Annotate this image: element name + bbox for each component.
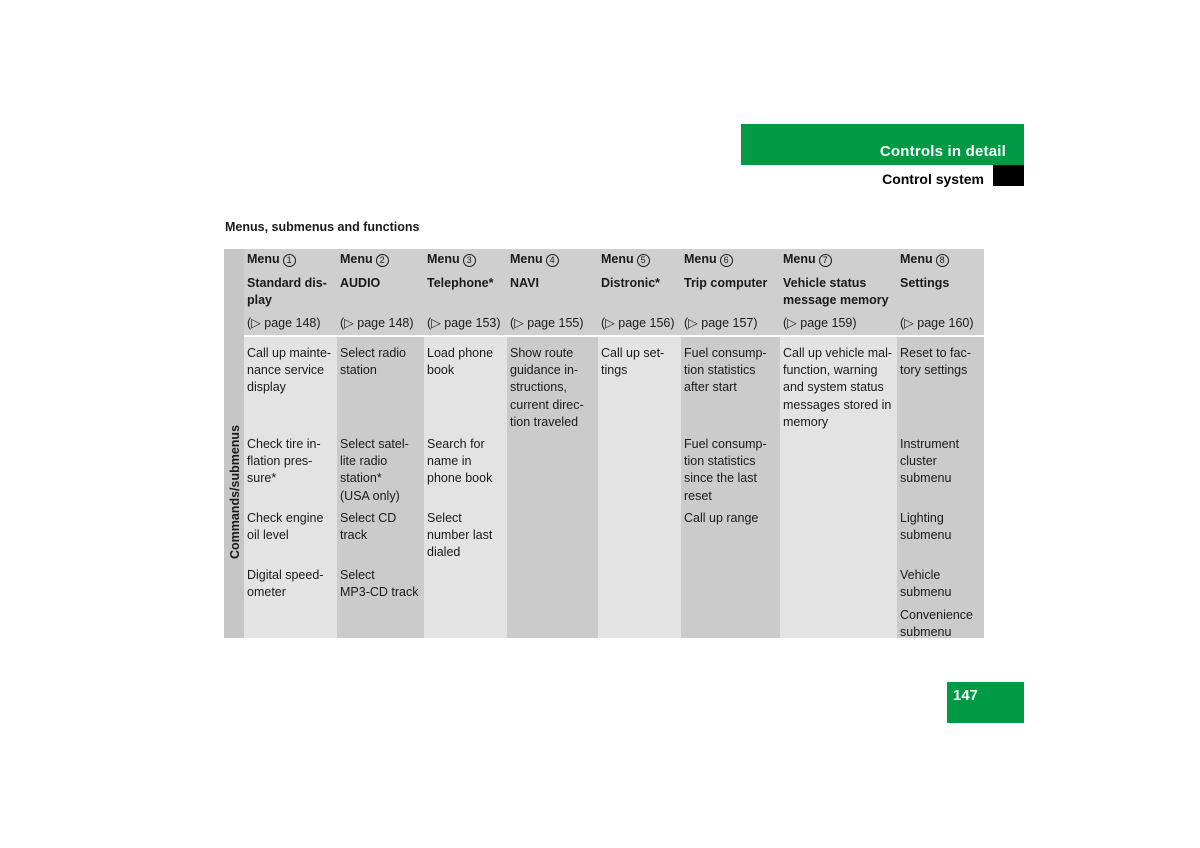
menu-table [224, 249, 984, 638]
menu-word: Menu [427, 252, 460, 266]
menu-word: Menu [340, 252, 373, 266]
command-item: Check tire in- flation pres- sure* [247, 437, 321, 486]
command-item: Show route guidance in- structions, current direc- tion traveled [510, 346, 584, 429]
command-item: Call up set- tings [601, 346, 665, 378]
command-item: Select CD track [340, 511, 397, 543]
table-heading: Menus, submenus and functions [225, 220, 420, 234]
menu-name: Telephone* [427, 276, 494, 290]
page-reference: (▷ page 148) [340, 316, 414, 330]
menu-label [601, 251, 679, 268]
side-label: Commands/submenus [228, 424, 242, 560]
menu-word: Menu [783, 252, 816, 266]
command-item: Fuel consump- tion statistics after start [684, 346, 767, 395]
command-item: Instrument cluster submenu [900, 437, 960, 486]
menu-word: Menu [247, 252, 280, 266]
menu-number-badge: 7 [819, 254, 832, 267]
menu-number-badge: 4 [546, 254, 559, 267]
page-number: 147 [953, 687, 979, 704]
command-item: Call up vehicle mal- function, warning and system status messages stored in memory [783, 346, 893, 429]
subsection-title: Control system [882, 171, 984, 187]
menu-label [783, 251, 895, 268]
menu-word: Menu [684, 252, 717, 266]
command-item: Call up range [684, 511, 759, 525]
menu-number-badge: 2 [376, 254, 389, 267]
menu-name: Vehicle status message memory [783, 276, 889, 308]
menu-name: Distronic* [601, 276, 661, 290]
command-item: Select number last dialed [427, 511, 493, 560]
menu-label [684, 251, 778, 268]
menu-name: NAVI [510, 276, 539, 290]
page-reference: (▷ page 156) [601, 316, 675, 330]
menu-label [427, 251, 505, 268]
menu-number-badge: 6 [720, 254, 733, 267]
command-item: Vehicle submenu [900, 568, 952, 600]
menu-number-badge: 5 [637, 254, 650, 267]
menu-word: Menu [900, 252, 933, 266]
menu-label [510, 251, 596, 268]
menu-word: Menu [601, 252, 634, 266]
menu-number-badge: 3 [463, 254, 476, 267]
command-item: Convenience submenu [900, 608, 973, 640]
command-item: Digital speed- ometer [247, 568, 324, 600]
command-item: Reset to fac- tory settings [900, 346, 971, 378]
page-reference: (▷ page 160) [900, 316, 974, 330]
command-item: Select satel- lite radio station* (USA only) [340, 437, 409, 503]
page-reference: (▷ page 155) [510, 316, 584, 330]
menu-name: Settings [900, 276, 950, 290]
command-item: Select radio station [340, 346, 407, 378]
menu-label [340, 251, 422, 268]
page-number-box [947, 682, 1024, 723]
menu-number-badge: 8 [936, 254, 949, 267]
menu-number-badge: 1 [283, 254, 296, 267]
page-reference: (▷ page 157) [684, 316, 758, 330]
menu-name: Standard dis- play [247, 276, 327, 308]
command-item: Load phone book [427, 346, 494, 378]
page-reference: (▷ page 148) [247, 316, 321, 330]
section-title: Controls in detail [879, 143, 1006, 160]
command-item: Search for name in phone book [427, 437, 493, 486]
command-item: Lighting submenu [900, 511, 952, 543]
subsection-marker [993, 165, 1024, 186]
page-reference: (▷ page 153) [427, 316, 501, 330]
menu-name: Trip computer [684, 276, 768, 290]
section-header-bar [741, 124, 1024, 165]
command-item: Check engine oil level [247, 511, 324, 543]
command-item: Select MP3-CD track [340, 568, 419, 600]
command-item: Fuel consump- tion statistics since the last reset [684, 437, 767, 503]
menu-label [247, 251, 335, 268]
menu-label [900, 251, 982, 268]
command-item: Call up mainte- nance service display [247, 346, 332, 395]
page-reference: (▷ page 159) [783, 316, 857, 330]
header-separator [244, 335, 984, 337]
menu-word: Menu [510, 252, 543, 266]
menu-name: AUDIO [340, 276, 381, 290]
